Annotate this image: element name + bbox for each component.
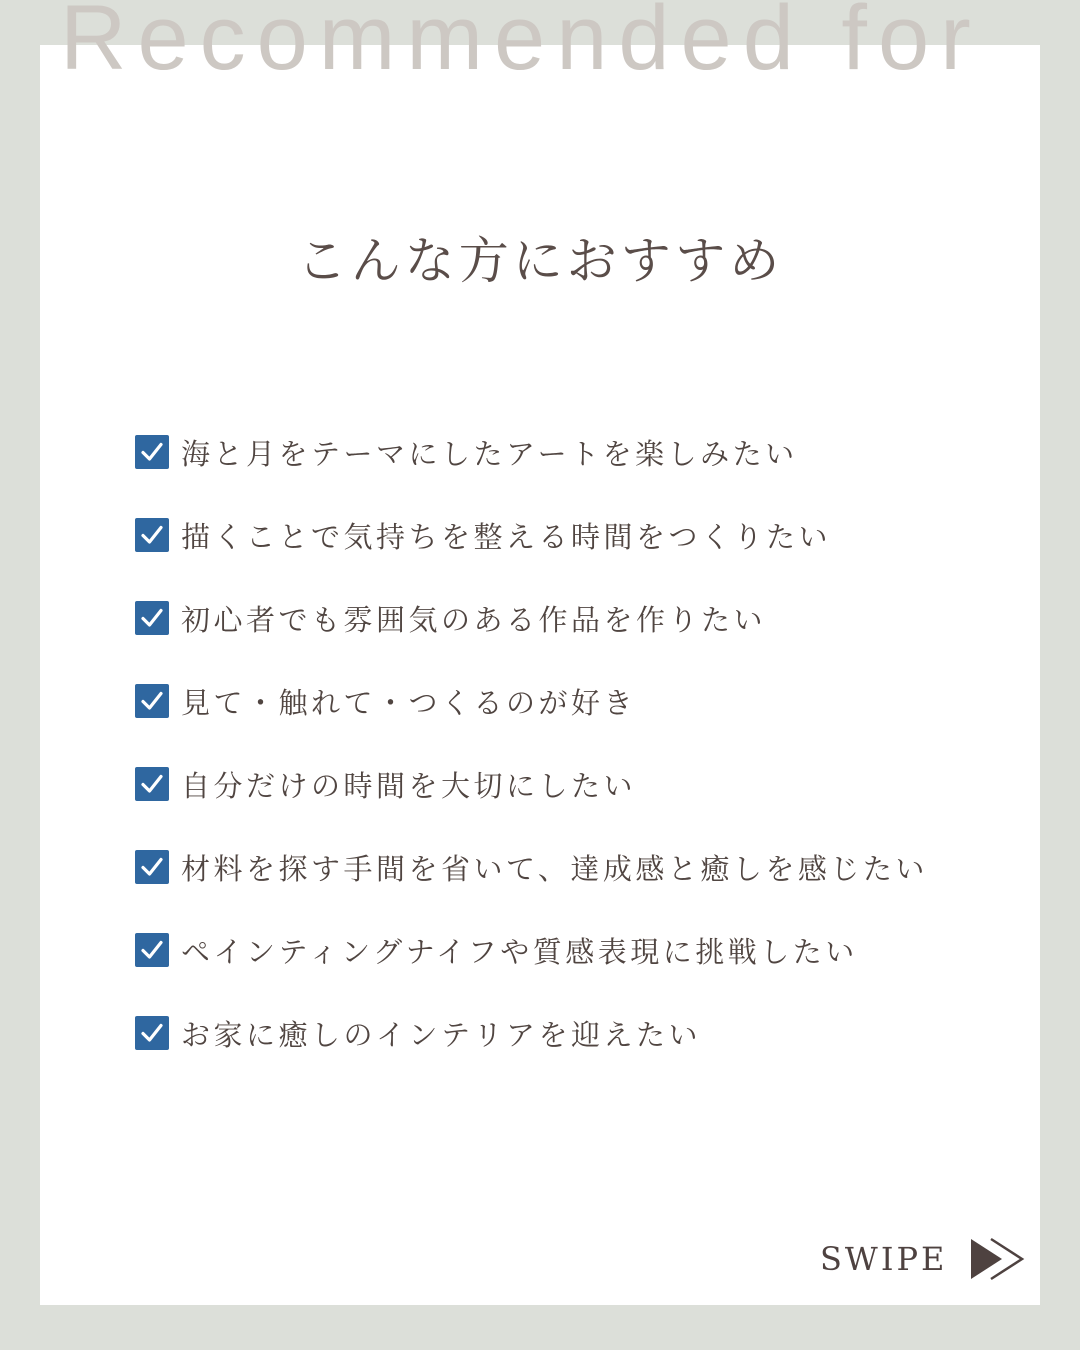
checkbox-checked-icon (135, 850, 169, 884)
checklist-item (135, 681, 928, 721)
recommended-for-heading: Recommended for (60, 0, 982, 89)
checklist-item (135, 432, 928, 472)
checkbox-checked-icon (135, 1016, 169, 1050)
checklist-item-label: 初心者でも雰囲気のある作品を作りたい (181, 602, 767, 637)
checklist-item (135, 1013, 928, 1053)
double-forward-arrow-icon (969, 1236, 1025, 1282)
recommendation-checklist (135, 432, 928, 1096)
checklist-item (135, 515, 928, 555)
checklist-item-label: 材料を探す手間を省いて、達成感と癒しを感じたい (181, 851, 928, 886)
swipe-label: SWIPE (820, 1240, 948, 1278)
checkbox-checked-icon (135, 684, 169, 718)
checklist-item-label: 海と月をテーマにしたアートを楽しみたい (181, 436, 798, 471)
checklist-item (135, 598, 928, 638)
checklist-item-label: お家に癒しのインテリアを迎えたい (181, 1017, 702, 1052)
checklist-item (135, 847, 928, 887)
checklist-item-label: ペインティングナイフや質感表現に挑戦したい (181, 934, 858, 969)
checklist-item (135, 930, 928, 970)
checkbox-checked-icon (135, 518, 169, 552)
checkbox-checked-icon (135, 933, 169, 967)
swipe-button[interactable] (820, 1236, 1025, 1282)
checklist-item-label: 自分だけの時間を大切にしたい (181, 768, 637, 803)
checklist-item-label: 描くことで気持ちを整える時間をつくりたい (181, 519, 832, 554)
checkbox-checked-icon (135, 435, 169, 469)
checklist-item-label: 見て・触れて・つくるのが好き (181, 685, 637, 720)
page-title: こんな方におすすめ (296, 232, 784, 290)
checkbox-checked-icon (135, 767, 169, 801)
checklist-item (135, 764, 928, 804)
checkbox-checked-icon (135, 601, 169, 635)
